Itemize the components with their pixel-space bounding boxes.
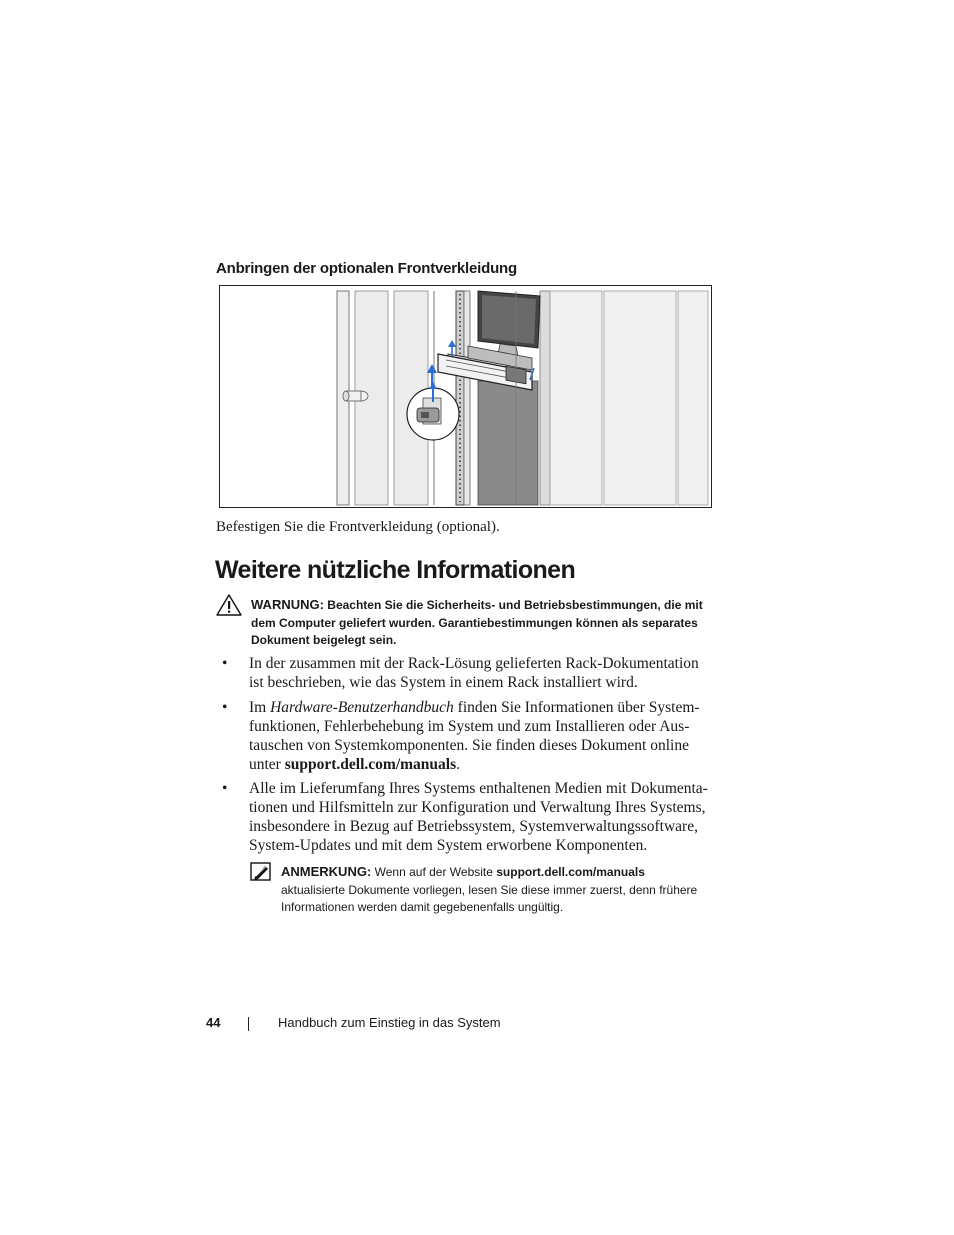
warning-line: Dokument beigelegt sein. <box>251 633 397 647</box>
page-number: 44 <box>206 1015 221 1030</box>
note-pencil-icon <box>250 862 272 882</box>
list-item-line: Alle im Lieferumfang Ihres Systems enthaltenen Medien mit Dokumenta- <box>249 780 708 797</box>
text-run: . <box>456 756 460 773</box>
figure-caption: Befestigen Sie die Frontverkleidung (optional). <box>216 519 500 535</box>
list-item-line: ist beschrieben, wie das System in einem Rack installiert wird. <box>249 674 638 691</box>
warning-triangle-icon <box>216 594 242 616</box>
list-item-line: tionen und Hilfsmitteln zur Konfiguration und Verwaltung Ihres Systems, <box>249 799 706 816</box>
bullet-marker: • <box>222 699 228 716</box>
rack-bezel-drawing <box>220 286 711 507</box>
list-item-line: System-Updates und mit dem System erworbene Komponenten. <box>249 837 648 854</box>
bezel-installation-illustration <box>219 285 712 508</box>
warning-text <box>251 596 721 650</box>
footer-separator <box>248 1017 249 1031</box>
bullet-marker: • <box>222 780 228 797</box>
footer-title: Handbuch zum Einstieg in das System <box>278 1015 501 1030</box>
text-run: Im <box>249 699 271 716</box>
section-title: Weitere nützliche Informationen <box>215 556 576 584</box>
manual-title: Hardware-Benutzerhandbuch <box>270 699 454 716</box>
text-run: Wenn auf der Website <box>374 865 497 879</box>
lock-cylinder <box>343 391 368 401</box>
list-item-line: tauschen von Systemkomponenten. Sie finden dieses Dokument online <box>249 737 689 754</box>
text-run: unter <box>249 756 285 773</box>
list-item-line: insbesondere in Bezug auf Betriebssystem, Systemverwaltungssoftware, <box>249 818 698 835</box>
text-run: finden Sie Informationen über System- <box>453 699 700 716</box>
note-support-url-link[interactable]: support.dell.com/manuals <box>496 865 645 879</box>
support-url-link[interactable]: support.dell.com/manuals <box>284 756 457 773</box>
subheading: Anbringen der optionalen Frontverkleidung <box>216 260 517 277</box>
note-label: ANMERKUNG: <box>281 864 372 879</box>
note-text <box>281 863 721 917</box>
list-item-line: funktionen, Fehlerbehebung im System und zum Installieren oder Aus- <box>249 718 690 735</box>
list-item-line <box>249 698 719 717</box>
monitor <box>478 291 540 356</box>
list-item-line: In der zusammen mit der Rack-Lösung gelieferten Rack-Dokumentation <box>249 655 699 672</box>
warning-label: WARNUNG: <box>251 597 324 612</box>
note-line <box>281 863 721 882</box>
warning-line: Beachten Sie die Sicherheits- und Betriebsbestimmungen, die mit <box>327 598 703 612</box>
note-line: Informationen werden damit gegebenenfalls ungültig. <box>281 900 564 914</box>
warning-line: dem Computer geliefert wurden. Garantiebestimmungen können als separates <box>251 615 698 630</box>
bullet-marker: • <box>222 655 228 672</box>
note-line: aktualisierte Dokumente vorliegen, lesen Sie diese immer zuerst, denn frühere <box>281 882 698 897</box>
list-item-line <box>249 755 719 774</box>
